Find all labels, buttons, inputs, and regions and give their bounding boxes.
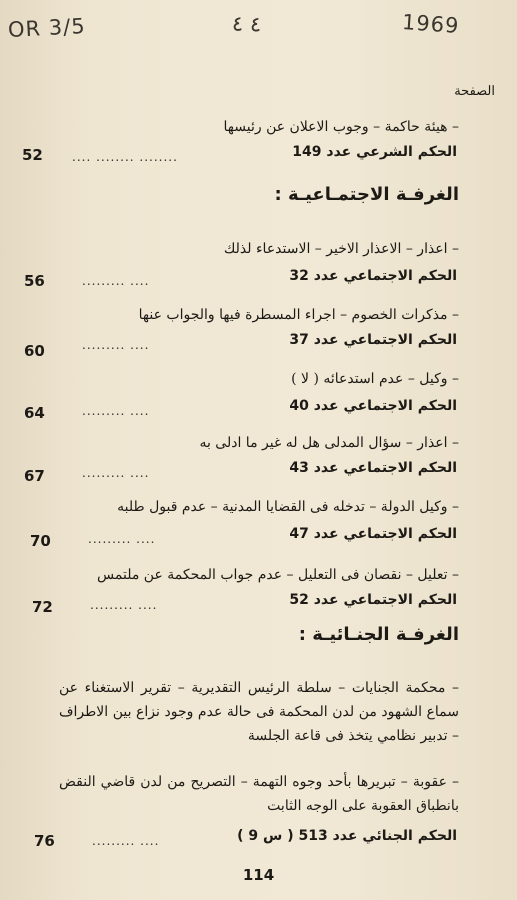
leader-dots: ......... .... [92,834,160,848]
entry-ruling: الحكم الاجتماعي عدد 32 [289,268,457,284]
entry-description: – محكمة الجنايات – سلطة الرئيس التقديرية – تقرير الاستغناء عن سماع الشهود من لدن المحكمة فى حالة عدم وجود نزاع بين الاطراف – تدبير نظامي يتخذ فى قاعة الجلسة [59,680,459,744]
leader-dots: ......... .... [82,274,150,288]
entry-description: – هيئة حاكمة – وجوب الاعلان عن رئيسها [223,119,459,135]
entry-ruling: الحكم الاجتماعي عدد 43 [289,460,457,476]
leader-dots: ......... .... [88,532,156,546]
entry-description: – عقوبة – تبريرها بأحد وجوه التهمة – التصريح من لدن قاضي النقض بانطباق العقوبة على الوجه الثابت [59,774,459,814]
entry-description: – اعذار – سؤال المدلى هل له غير ما ادلى به [199,435,459,451]
entry-description: – وكيل الدولة – تدخله فى القضايا المدنية – عدم قبول طلبه [117,499,459,515]
entry-ruling: الحكم الاجتماعي عدد 47 [289,526,457,542]
entry-ruling: الحكم الاجتماعي عدد 52 [289,592,457,608]
footer-page-number: 114 [242,866,275,884]
leader-dots: ......... .... [82,338,150,352]
handwritten-year: 1969 [401,10,461,38]
entry-ruling: الحكم الاجتماعي عدد 40 [289,398,457,414]
leader-dots: .... ........ ........ [72,150,178,164]
entry-page-number: 76 [34,832,55,850]
entry-ruling: الحكم الشرعي عدد 149 [292,144,457,160]
page-column-label: الصفحة [454,84,495,99]
leader-dots: ......... .... [90,598,158,612]
entry-page-number: 52 [22,146,43,164]
section-title-social: الغرفـة الاجتمـاعيـة : [274,184,459,205]
handwritten-reference: OR 3/5 [7,13,87,43]
entry-description: – مذكرات الخصوم – اجراء المسطرة فيها والجواب عنها [138,307,459,323]
entry-page-number: 64 [24,404,45,422]
entry-ruling: الحكم الجنائي عدد 513 ( س 9 ) [237,828,457,844]
section-title-criminal: الغرفـة الجنـائيـة : [298,624,459,645]
entry-page-number: 72 [32,598,53,616]
entry-page-number: 56 [24,272,45,290]
leader-dots: ......... .... [82,404,150,418]
entry-description: – تعليل – نقصان فى التعليل – عدم جواب المحكمة عن ملتمس [97,567,459,583]
entry-description: – وكيل – عدم استدعائه ( لا ) [291,371,459,387]
entry-page-number: 67 [24,467,45,485]
handwritten-number: ٤ ٤ [231,11,262,37]
entry-description: – اعذار – الاعذار الاخير – الاستدعاء لذلك [223,241,459,257]
entry-ruling: الحكم الاجتماعي عدد 37 [289,332,457,348]
leader-dots: ......... .... [82,466,150,480]
entry-page-number: 60 [24,342,45,360]
entry-page-number: 70 [30,532,51,550]
